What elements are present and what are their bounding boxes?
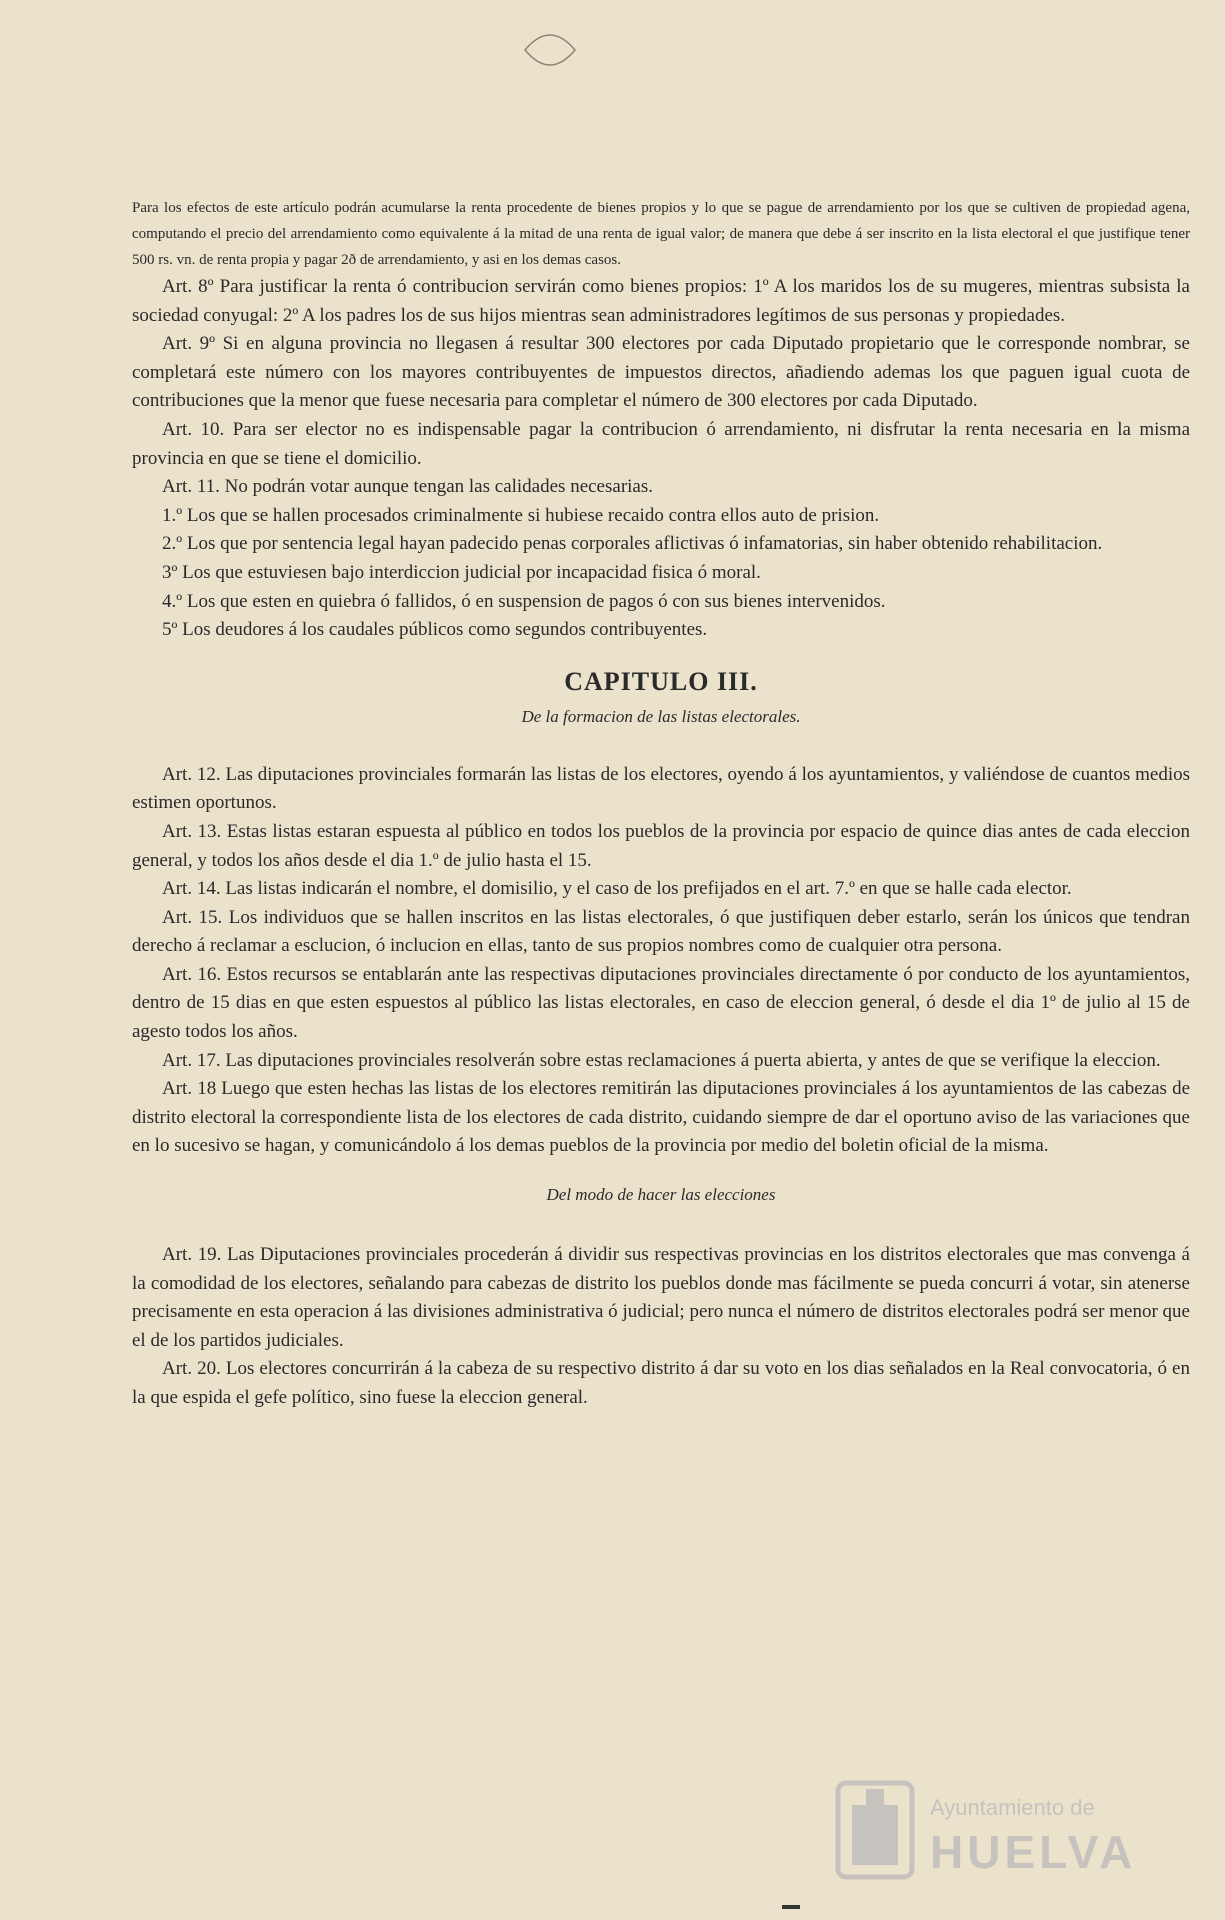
article-8: Art. 8º Para justificar la renta ó contribucion servirán como bienes propios: 1º A los maridos los de su mugeres, mientras subsista la sociedad conyugal: 2º A los padres los de sus hijos mientras sean administradores legítimos de sus personas y propiedades. [132,276,1190,326]
watermark [830,1775,1180,1885]
list-item-5: 5º Los deudores á los caudales públicos como segundos contribuyentes. [162,619,708,641]
article-15: Art. 15. Los individuos que se hallen inscritos en las listas electorales, ó que justifiquen deber estarlo, serán los únicos que tendran derecho á reclamar a esclucion, ó inclucion en ellas, tanto de sus propios nombres como de cualquier otra persona. [132,906,1190,957]
chapter-title: CAPITULO III. [564,666,758,696]
article-18: Art. 18 Luego que esten hechas las listas de los electores remitirán las diputaciones provinciales á los ayuntamientos de las cabezas de distrito electoral la correspondiente lista de los electores de cada distrito, cuidando siempre de dar el oportuno aviso de las variaciones que en lo sucesivo se hagan, y comunicándolo á los demas pueblos de la provincia por medio del boletin oficial de la misma. [132,1078,1190,1157]
watermark-line-1: Ayuntamiento de [930,1795,1095,1820]
article-10: Art. 10. Para ser elector no es indispensable pagar la contribucion ó arrendamiento, ni disfrutar la renta necesaria en la misma provincia en que se tiene el domicilio. [132,418,1190,469]
article-13: Art. 13. Estas listas estaran espuesta al público en todos los pueblos de la provincia por espacio de quince dias antes de cada eleccion general, y todos los años desde el dia 1.º de julio hasta el 15. [132,820,1190,871]
watermark-line-2: HUELVA [930,1826,1137,1878]
section-title-elecciones: Del modo de hacer las elecciones [546,1185,776,1205]
article-19: Art. 19. Las Diputaciones provinciales procederán á dividir sus respectivas provincias en los distritos electorales que mas convenga á la comodidad de los electores, señalando para cabezas de distrito los pueblos donde mas fácilmente se pueda concurri á votar, sin atenerse precisamente en esta operacion á las divisiones administrativa ó judicial; pero nunca el número de distritos electorales podrá ser menor que el de los partidos judiciales. [132,1244,1190,1351]
section-title-listas: De la formacion de las listas electorales. [521,706,801,726]
article-16: Art. 16. Estos recursos se entablarán ante las respectivas diputaciones provinciales directamente ó por conducto de los ayuntamientos, dentro de 15 dias en que esten espuestos al público las listas electorales, en caso de eleccion general, ó desde el dia 1º de julio al 15 de agesto todos los años. [132,963,1190,1043]
seal-mark-icon [515,20,585,80]
article-17: Art. 17. Las diputaciones provinciales resolverán sobre estas reclamaciones á puerta abierta, y antes de que se verifique la eleccion. [162,1049,1161,1071]
list-item-4: 4.º Los que esten en quiebra ó fallidos, ó en suspension de pagos ó con sus bienes intervenidos. [162,590,886,612]
article-11: Art. 11. No podrán votar aunque tengan las calidades necesarias. [162,476,654,498]
article-20: Art. 20. Los electores concurrirán á la cabeza de su respectivo distrito á dar su voto en los dias señalados en la Real convocatoria, ó en la que espida el gefe político, sino fuese la eleccion general. [132,1358,1190,1408]
article-9: Art. 9º Si en alguna provincia no llegasen á resultar 300 electores por cada Diputado propietario que le corresponde nombrar, se completará este número con los mayores contribuyentes de impuestos directos, añadiendo ademas los que paguen igual cuota de contribuciones que la menor que fuese necesaria para completar el número de 300 electores por cada Diputado. [132,333,1190,412]
list-item-3: 3º Los que estuviesen bajo interdiccion judicial por incapacidad fisica ó moral. [162,561,761,583]
intro-paragraph: Para los efectos de este artículo podrán acumularse la renta procedente de bienes propios y lo que se pague de arrendamiento por los que se cultiven de propiedad agena, computando el precio del arrendamiento como equivalente á la mitad de una renta de igual valor; de manera que debe á ser inscrito en la lista electoral el que justifique tener 500 rs. vn. de renta propia y pagar 2ð de arrendamiento, y asi en los demas casos. [132,200,1190,268]
ink-mark [782,1905,800,1909]
list-item-1: 1.º Los que se hallen procesados criminalmente si hubiese recaido contra ellos auto de prision. [162,504,880,526]
city-crest-icon [830,1775,920,1885]
text-block [132,195,1190,1413]
article-12: Art. 12. Las diputaciones provinciales formarán las listas de los electores, oyendo á los ayuntamientos, y valiéndose de cuantos medios estimen oportunos. [132,763,1190,814]
article-14: Art. 14. Las listas indicarán el nombre, el domisilio, y el caso de los prefijados en el art. 7.º en que se halle cada elector. [162,878,1072,900]
list-item-2: 2.º Los que por sentencia legal hayan padecido penas corporales aflictivas ó infamatorias, sin haber obtenido rehabilitacion. [162,533,1103,555]
